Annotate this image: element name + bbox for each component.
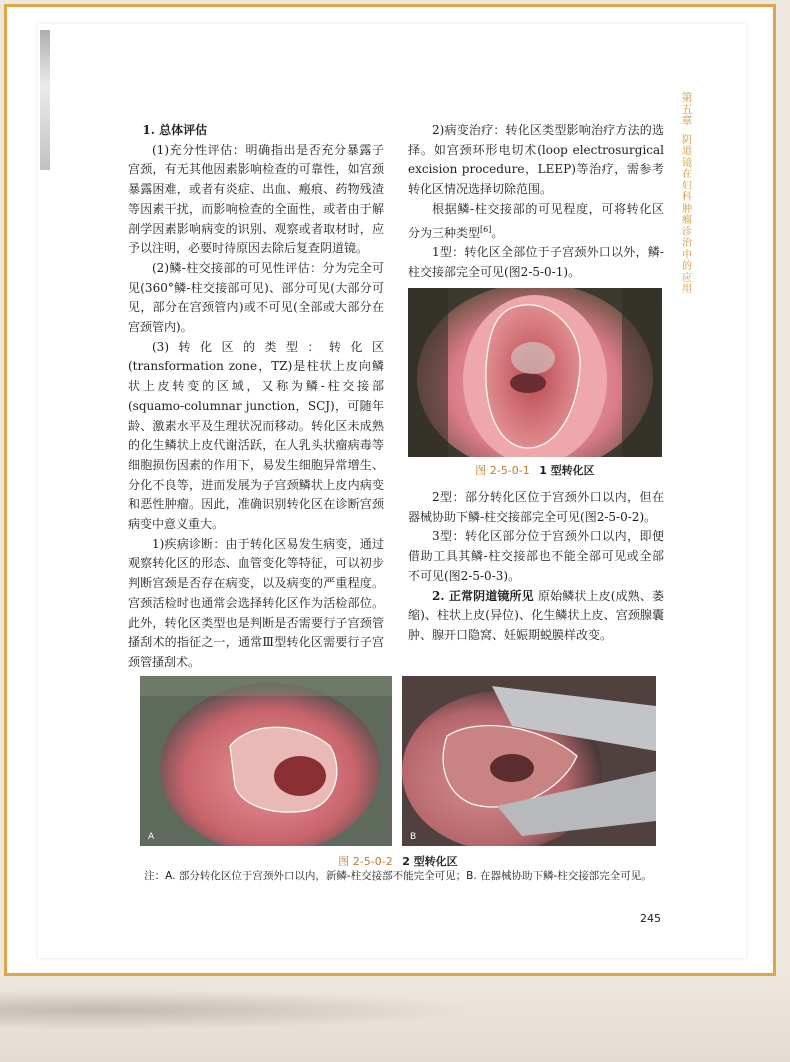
chapter-side-heading — [680, 92, 694, 296]
paragraph: 2. 正常阴道镜所见 原始鳞状上皮(成熟、萎缩)、柱状上皮(异位)、化生鳞状上皮、宫颈腺囊肿、腺开口隐窝、妊娠期蜕膜样改变。 — [408, 588, 664, 642]
figure-2-note: 注：A. 部分转化区位于宫颈外口以内，新鳞-柱交接部不能完全可见；B. 在器械协助下鳞-柱交接部完全可见。 — [144, 870, 652, 882]
ink-brush-decoration — [0, 990, 480, 1030]
right-text-column-bottom — [408, 488, 664, 646]
figure-2-title: 2 型转化区 — [402, 855, 458, 868]
chapter-number: 第五章 — [681, 91, 693, 127]
paragraph: (3)转化区的类型：转化区(transformation zone，TZ)是柱状上皮向鳞状上皮转变的区域，又称为鳞-柱交接部(squamo-columnar junction，SCJ)，可随年龄、激素水平及生理状况而移动。转化区未成熟的化生鳞状上皮代谢活跃，在人乳头状瘤病毒等细胞损伤因素的作用下，易发生细胞异常增生、分化不良等，进而发展为子宫颈鳞状上皮内病变和恶性肿瘤。因此，准确识别转化区在诊断宫颈病变中意义重大。 — [128, 339, 384, 532]
paragraph: 根据鳞-柱交接部的可见程度，可将转化区分为三种类型[6]。 — [408, 201, 664, 240]
paragraph: (1)充分性评估：明确指出是否充分暴露子宫颈，有无其他因素影响检查的可靠性，如宫颈暴露困难，或者有炎症、出血、瘢痕、药物残渣等因素干扰，而影响检查的全面性，或者由于解剖学因素影响病变的识别、观察或者取材时，应予以注明，必要时待原因去除后复查阴道镜。 — [128, 142, 384, 256]
figure-2b-label: B — [410, 832, 417, 842]
paragraph: (2)鳞-柱交接部的可见性评估：分为完全可见(360°鳞-柱交接部可见)、部分可见(大部分可见，部分在宫颈管内)或不可见(全部或大部分在宫颈管内)。 — [128, 260, 384, 335]
figure-2a-label: A — [148, 832, 155, 842]
figure-1-colposcopy-image — [408, 288, 662, 457]
page-number: 245 — [640, 912, 661, 925]
paragraph: 3型：转化区部分位于宫颈外口以内，即便借助工具其鳞-柱交接部也不能全部可见或全部不可见(图2-5-0-3)。 — [408, 529, 664, 583]
paragraph-lead: 2. 正常阴道镜所见 — [432, 588, 539, 603]
citation-ref: [6] — [480, 224, 492, 234]
paragraph: 1)疾病诊断：由于转化区易发生病变，通过观察转化区的形态、血管变化等特征，可以初步判断宫颈是否存在病变，以及病变的严重程度。宫颈活检时也通常会选择转化区作为活检部位。此外，转化区类型也是判断是否需要行子宫颈管搔刮术的指征之一，通常Ⅲ型转化区需要行子宫颈管搔刮术。 — [128, 536, 384, 669]
figure-2a-colposcopy-image — [140, 676, 392, 846]
bamboo-decoration — [40, 30, 50, 170]
paragraph: 2型：部分转化区位于宫颈外口以内，但在器械协助下鳞-柱交接部完全可见(图2-5-0-2)。 — [408, 490, 664, 524]
figure-1-caption — [408, 462, 662, 478]
figure-1-number: 图 2-5-0-1 — [475, 464, 530, 477]
section-heading: 1. 总体评估 — [142, 123, 208, 137]
right-text-column-top — [408, 121, 664, 283]
paragraph: 1型：转化区全部位于子宫颈外口以外，鳞-柱交接部完全可见(图2-5-0-1)。 — [408, 245, 664, 279]
figure-1-title: 1 型转化区 — [539, 464, 595, 477]
left-text-column — [128, 121, 384, 673]
paragraph: 2)病变治疗：转化区类型影响治疗方法的选择。如宫颈环形电切术(loop electrosurgical excision procedure，LEEP)等治疗，需参考转化区情况选择切除范围。 — [408, 123, 664, 197]
chapter-title: 阴道镜在妇科肿瘤诊治中的应用 — [682, 134, 692, 295]
figure-2b-colposcopy-image — [402, 676, 656, 846]
figure-2-caption — [140, 853, 656, 869]
figure-2-number: 图 2-5-0-2 — [338, 855, 393, 868]
